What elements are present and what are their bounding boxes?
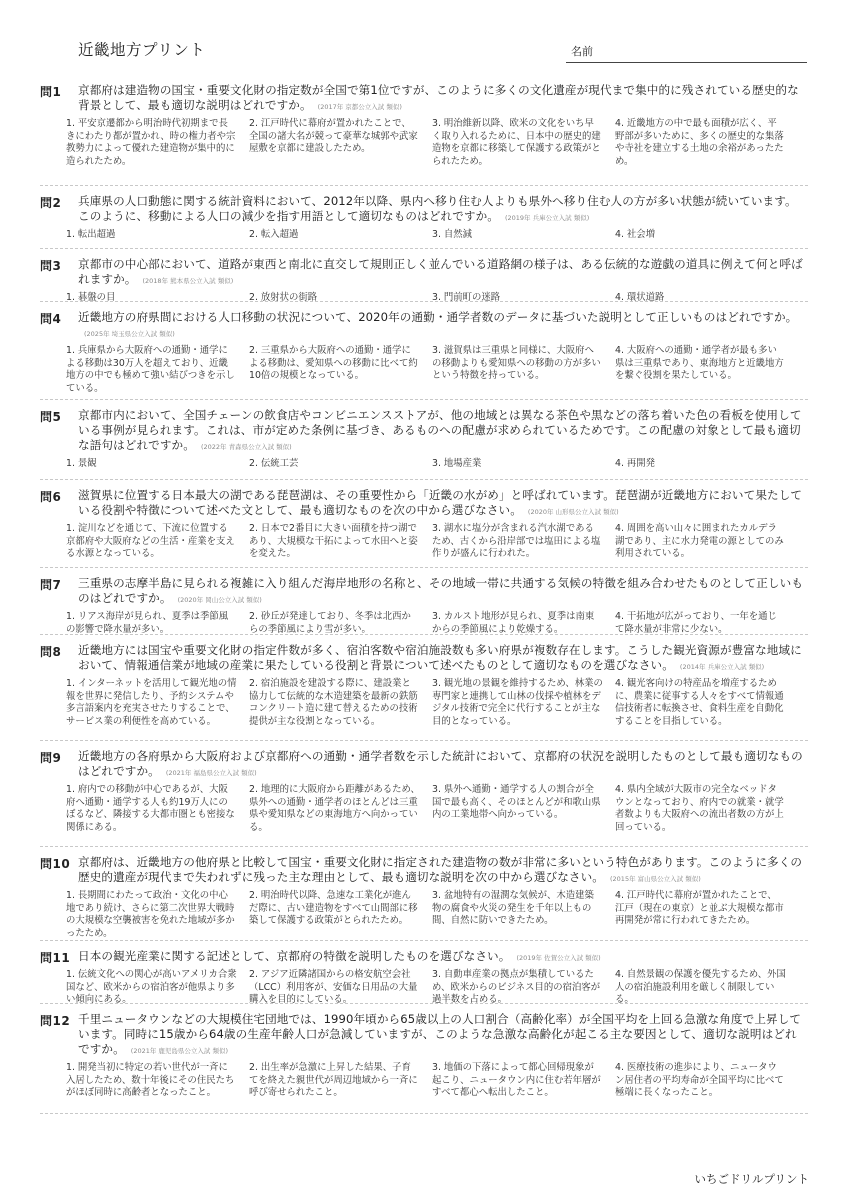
answer-option-2[interactable]: 2. 三重県から大阪府への通勤・通学による移動は、愛知県への移動に比べて約10倍の規模となっている。 — [249, 345, 418, 382]
question-text: 京都市内において、全国チェーンの飲食店やコンビニエンスストアが、他の地域とは異なる茶色や黒などの落ち着いた色の看板を使用している事例が見られます。これは、市が定めた条例に基づき、あるものへの配慮が求められているためです。この配慮の対象として最も適切な語句はどれですか。 — [78, 408, 802, 452]
question-text: 京都市の中心部において、道路が東西と南北に直交して規則正しく並んでいる道路網の様子は、ある伝統的な遊戯の道具に例えて何と呼ばれますか。 — [78, 257, 803, 286]
answer-options — [66, 458, 808, 471]
answer-option-3[interactable]: 3. 明治維新以降、欧米の文化をいち早く取り入れるために、日本中の歴史的建造物を京都に移築して保護する政策がとられたため。 — [432, 118, 601, 167]
question-text: 兵庫県の人口動態に関する統計資料において、2012年以降、県内へ移り住む人よりも県外へ移り住む人の方が多い状態が続いています。このように、移動による人口の減少を指す用語として適切なものはどれですか。 — [78, 194, 797, 223]
question-block — [40, 941, 808, 1004]
answer-options — [66, 678, 808, 728]
answer-option-2[interactable]: 2. 地理的に大阪府から距離があるため、県外への通勤・通学者のほとんどは三重県や愛知県などの東海地方へ向かっている。 — [249, 784, 420, 833]
question-source: (2025年 埼玉県公立入試 類似) — [84, 330, 175, 338]
question-number: 問1 — [40, 85, 62, 99]
answer-option-2[interactable]: 2. 放射状の街路 — [249, 292, 318, 303]
answer-option-3[interactable]: 3. 湖水に塩分が含まれる汽水湖であるため、古くから沿岸部では塩田による塩作りが盛んに行われた。 — [432, 523, 601, 560]
question-block — [40, 568, 808, 635]
question-block — [40, 186, 808, 249]
answer-option-4[interactable]: 4. 県内全域が大阪市の完全なベッドタウンとなっており、府内での就業・就学者数よりも大阪府への流出者数の方が上回っている。 — [615, 784, 784, 833]
answer-option-3[interactable]: 3. 県外へ通勤・通学する人の割合が全国で最も高く、そのほとんどが和歌山県内の工業地帯へ向かっている。 — [432, 784, 601, 821]
question-text: 近畿地方の各府県から大阪府および京都府への通勤・通学者数を示した統計において、京都府の状況を説明したものとして最も適切なものはどれですか。 — [78, 749, 803, 778]
answer-option-2[interactable]: 2. 転入超過 — [249, 229, 299, 240]
answer-option-1[interactable]: 1. 転出超過 — [66, 229, 116, 240]
question-text: 京都府は建造物の国宝・重要文化財の指定数が全国で第1位ですが、このように多くの文化遺産が現代まで集中的に残されている歴史的な背景として、最も適切な説明はどれですか。 — [78, 83, 799, 112]
question-source: (2019年 佐賀公立入試 類似) — [516, 954, 601, 962]
question-block — [40, 741, 808, 847]
answer-option-4[interactable]: 4. 自然景観の保護を優先するため、外国人の宿泊施設利用を厳しく制限している。 — [615, 969, 786, 1006]
answer-option-3[interactable]: 3. 地場産業 — [432, 458, 482, 469]
question-number: 問2 — [40, 196, 62, 210]
answer-option-2[interactable]: 2. アジア近隣諸国からの格安航空会社（LCC）利用客が、安価な日用品の大量購入を目的にしている。 — [249, 969, 418, 1006]
answer-option-1[interactable]: 1. インターネットを活用して観光地の情報を世界に発信したり、予約システムや多言語案内を充実させたりすることで、サービス業の利便性を高めている。 — [66, 678, 237, 727]
page-title: 近畿地方プリント — [78, 41, 206, 59]
answer-option-1[interactable]: 1. 淀川などを通じて、下流に位置する京都府や大阪府などの生活・産業を支える水源となっている。 — [66, 523, 235, 560]
answer-option-3[interactable]: 3. 自然減 — [432, 229, 473, 240]
question-source: (2017年 京都公立入試 類似) — [317, 103, 402, 111]
question-number: 問10 — [40, 857, 71, 871]
question-text: 三重県の志摩半島に見られる複雑に入り組んだ海岸地形の名称と、その地域一帯に共通する気候の特徴を組み合わせたものとして正しいものはどれですか。 — [78, 576, 804, 605]
answer-option-1[interactable]: 1. 長期間にわたって政治・文化の中心地であり続け、さらに第二次世界大戦時の大規模な空襲被害を免れた地域が多かったため。 — [66, 890, 235, 939]
question-source: (2019年 兵庫公立入試 類似) — [504, 214, 590, 222]
answer-options — [66, 611, 808, 636]
question-block — [40, 83, 808, 186]
question-number: 問5 — [40, 410, 62, 424]
question-text: 京都府は、近畿地方の他府県と比較して国宝・重要文化財に指定された建造物の数が非常に多いという特色があります。このように多くの歴史的遺産が現代まで失われずに残った主な理由として、最も適切な説明を次の中から選びなさい。 — [78, 855, 803, 884]
question-source: (2022年 青森県公立入試 類似) — [200, 443, 292, 451]
question-source: (2021年 鹿児島県公立入試 類似) — [130, 1047, 229, 1055]
answer-option-3[interactable]: 3. 門前町の迷路 — [432, 292, 501, 303]
answer-option-3[interactable]: 3. 盆地特有の湿潤な気候が、木造建築物の腐食や火災の発生を千年以上もの間、自然に防いできたため。 — [432, 890, 594, 927]
question-source: (2014年 兵庫公立入試 類似) — [679, 663, 765, 671]
question-text: 滋賀県に位置する日本最大の湖である琵琶湖は、その重要性から「近畿の水がめ」と呼ばれています。琵琶湖が近畿地方において果たしている役割や特徴について述べた文として、最も適切なものを次の中から選びなさい。 — [78, 488, 803, 517]
answer-options — [66, 523, 808, 561]
question-block — [40, 480, 808, 568]
answer-options — [66, 118, 808, 168]
answer-option-4[interactable]: 4. 江戸時代に幕府が置かれたことで、江戸（現在の東京）と並ぶ大規模な都市再開発が常に行われてきたため。 — [615, 890, 784, 927]
answer-options — [66, 1062, 808, 1100]
question-number: 問4 — [40, 312, 62, 326]
answer-option-3[interactable]: 3. 滋賀県は三重県と同様に、大阪府への移動よりも愛知県への移動の方が多いという特徴を持っている。 — [432, 345, 601, 382]
answer-option-2[interactable]: 2. 江戸時代に幕府が置かれたことで、全国の諸大名が競って豪華な城郭や武家屋敷を京都に建設したため。 — [249, 118, 418, 155]
question-source: (2020年 岡山公立入試 類似) — [177, 596, 262, 604]
question-source: (2018年 熊本県公立入試 類似) — [142, 277, 234, 285]
question-block — [40, 847, 808, 941]
answer-option-4[interactable]: 4. 干拓地が広がっており、一年を通じて降水量が非常に少ない。 — [615, 611, 777, 635]
answer-option-4[interactable]: 4. 大阪府への通勤・通学者が最も多い県は三重県であり、東海地方と近畿地方を繋ぐ役割を果たしている。 — [615, 345, 784, 382]
question-block — [40, 635, 808, 741]
answer-options — [66, 784, 808, 834]
answer-option-3[interactable]: 3. 地価の下落によって都心回帰現象が起こり、ニュータウン内に住む若年層がすべて都心へ転出したこと。 — [432, 1062, 601, 1099]
answer-option-1[interactable]: 1. 開発当初に特定の若い世代が一斉に入居したため、数十年後にその住民たちがほぼ同時に高齢者となったこと。 — [66, 1062, 235, 1099]
question-text: 千里ニュータウンなどの大規模住宅団地では、1990年頃から65歳以上の人口割合（高齢化率）が全国平均を上回る急激な角度で上昇しています。同時に15歳から64歳の生産年齢人口が急減していますが、このような急激な高齢化が起こる主な要因として、適切な説明はどれですか。 — [78, 1012, 802, 1056]
question-text: 近畿地方の府県間における人口移動の状況について、2020年の通勤・通学者数のデータに基づいた説明として正しいものはどれですか。 — [78, 310, 798, 324]
answer-option-1[interactable]: 1. 伝統文化への関心が高いアメリカ合衆国など、欧米からの宿泊客が他県より多い傾向にある。 — [66, 969, 237, 1006]
question-text: 近畿地方には国宝や重要文化財の指定件数が多く、宿泊客数や宿泊施設数も多い府県が複数存在します。こうした観光資源が豊富な地域において、情報通信業が地域の産業に果たしている役割と背景について述べたものとして適切なものを選びなさい。 — [78, 643, 802, 672]
question-source: (2015年 富山県公立入試 類似) — [610, 875, 701, 883]
answer-option-3[interactable]: 3. 自動車産業の拠点が集積しているため、欧米からのビジネス目的の宿泊客が過半数を占める。 — [432, 969, 601, 1006]
name-field-line[interactable] — [566, 62, 807, 63]
question-block — [40, 302, 808, 400]
question-number: 問6 — [40, 490, 62, 504]
answer-option-3[interactable]: 3. カルスト地形が見られ、夏季は南東からの季節風により乾燥する。 — [432, 611, 595, 635]
question-number: 問3 — [40, 259, 62, 273]
answer-option-1[interactable]: 1. リアス海岸が見られ、夏季は季節風の影響で降水量が多い。 — [66, 611, 229, 635]
question-number: 問11 — [40, 951, 71, 965]
question-source: (2021年 福島県公立入試 類似) — [165, 769, 257, 777]
answer-option-1[interactable]: 1. 碁盤の目 — [66, 292, 116, 303]
question-source: (2020年 山形県公立入試 類似) — [527, 508, 619, 516]
answer-option-2[interactable]: 2. 日本で2番目に大きい面積を持つ湖であり、大規模な干拓によって水田へと姿を変えた。 — [249, 523, 418, 560]
question-block — [40, 400, 808, 480]
answer-option-4[interactable]: 4. 社会増 — [615, 229, 656, 240]
question-block — [40, 1004, 808, 1114]
question-text: 日本の観光産業に関する記述として、京都府の特徴を説明したものを選びなさい。 — [78, 949, 511, 963]
answer-option-2[interactable]: 2. 伝統工芸 — [249, 458, 299, 469]
answer-option-1[interactable]: 1. 景観 — [66, 458, 97, 469]
answer-option-2[interactable]: 2. 宿泊施設を建設する際に、建設業と協力して伝統的な木造建築を最新の鉄筋コンクリート造に建て替えるための技術提供が主な役割となっている。 — [249, 678, 418, 727]
answer-options — [66, 890, 808, 940]
answer-options — [66, 229, 808, 242]
name-label: 名前 — [571, 45, 593, 58]
answer-option-4[interactable]: 4. 近畿地方の中で最も面積が広く、平野部が多いために、多くの歴史的な集落や寺社を建立する土地の余裕があったため。 — [615, 118, 784, 167]
answer-option-2[interactable]: 2. 出生率が急激に上昇した結果、子育てを終えた親世代が周辺地域から一斉に呼び寄せられたこと。 — [249, 1062, 418, 1099]
answer-option-1[interactable]: 1. 平安京遷都から明治時代初期まで長きにわたり都が置かれ、時の権力者や宗教勢力によって優れた建造物が集中的に造られたため。 — [66, 118, 236, 167]
question-number: 問12 — [40, 1014, 71, 1028]
answer-options — [66, 345, 808, 395]
question-block — [40, 249, 808, 302]
answer-option-1[interactable]: 1. 府内での移動が中心であるが、大阪府へ通勤・通学する人も約19万人にのぼるなど、隣接する大都市圏とも密接な関係にある。 — [66, 784, 235, 833]
question-number: 問9 — [40, 751, 62, 765]
answer-options — [66, 969, 808, 1007]
footer-brand: いちごドリルプリント — [694, 1172, 809, 1186]
answer-option-4[interactable]: 4. 周囲を高い山々に囲まれたカルデラ湖であり、主に水力発電の源としてのみ利用されている。 — [615, 523, 784, 560]
question-list — [0, 83, 849, 1114]
answer-option-1[interactable]: 1. 兵庫県から大阪府への通勤・通学による移動は30万人を超えており、近畿地方の中でも極めて強い結びつきを示している。 — [66, 345, 235, 394]
answer-option-2[interactable]: 2. 砂丘が発達しており、冬季は北西からの季節風により雪が多い。 — [249, 611, 411, 635]
answer-option-3[interactable]: 3. 観光地の景観を維持するため、林業の専門家と連携して山林の伐採や植林をデジタル技術で完全に代行することが主な目的となっている。 — [432, 678, 603, 727]
answer-option-4[interactable]: 4. 再開発 — [615, 458, 656, 469]
answer-option-2[interactable]: 2. 明治時代以降、急速な工業化が進んだ際に、古い建造物をすべて山間部に移築して保護する政策がとられたため。 — [249, 890, 418, 927]
question-number: 問8 — [40, 645, 62, 659]
question-number: 問7 — [40, 578, 62, 592]
answer-option-4[interactable]: 4. 環状道路 — [615, 292, 665, 303]
answer-option-4[interactable]: 4. 観光客向けの特産品を増産するために、農業に従事する人々をすべて情報通信技術者に転換させ、食料生産を自動化することを目指している。 — [615, 678, 784, 727]
answer-option-4[interactable]: 4. 医療技術の進歩により、ニュータウン居住者の平均寿命が全国平均に比べて極端に長くなったこと。 — [615, 1062, 784, 1099]
